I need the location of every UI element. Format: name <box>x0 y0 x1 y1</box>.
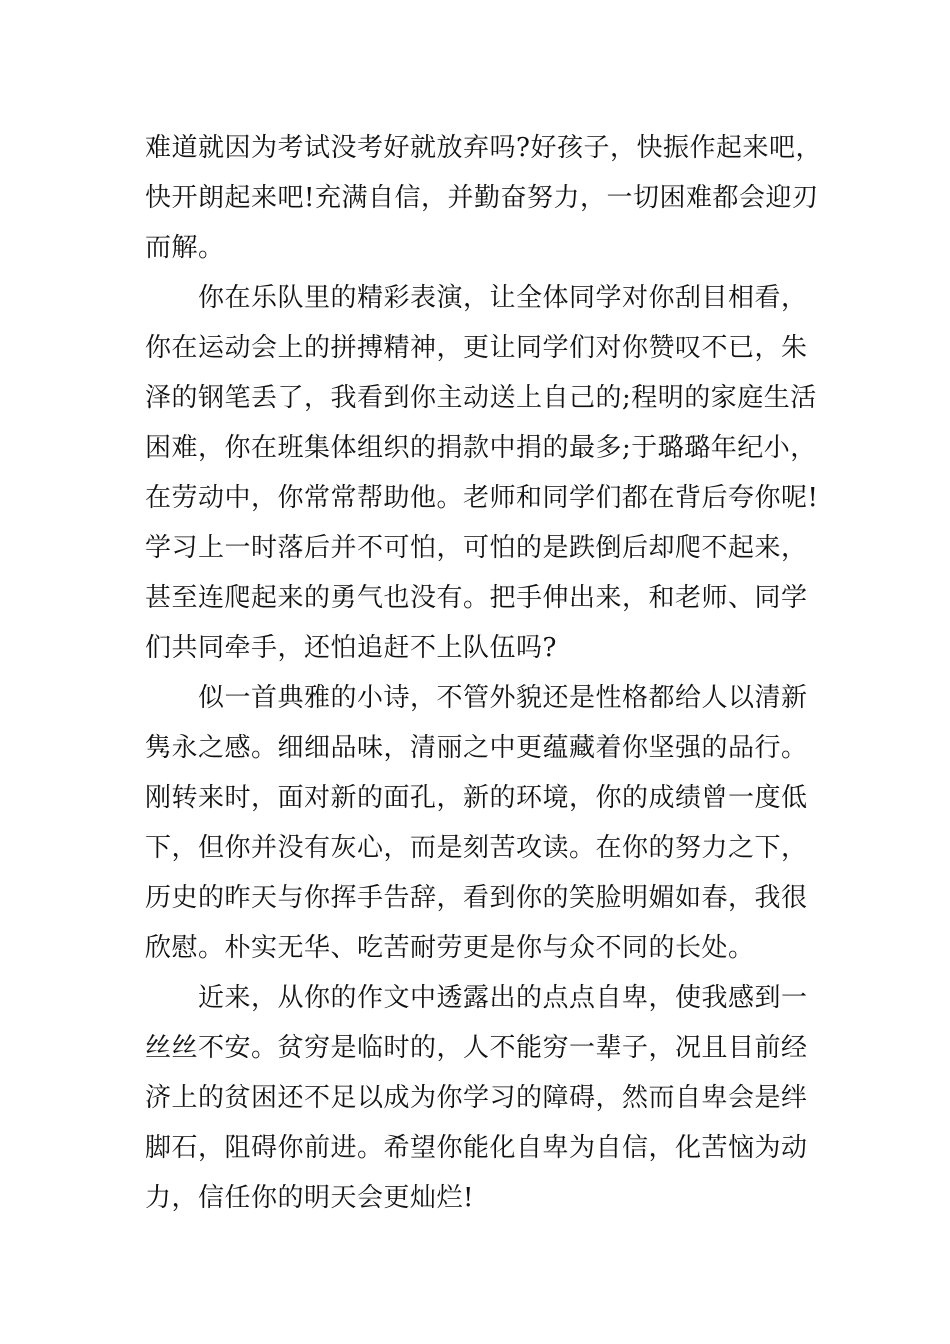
text-line: 济上的贫困还不足以成为你学习的障碍，然而自卑会是绊 <box>145 1083 808 1113</box>
text-line: 下，但你并没有灰心，而是刻苦攻读。在你的努力之下， <box>145 833 808 863</box>
text-line: 难道就因为考试没考好就放弃吗?好孩子，快振作起来吧， <box>145 133 822 163</box>
text-line: 泽的钢笔丢了，我看到你主动送上自己的;程明的家庭生活 <box>145 383 817 413</box>
text-line: 刚转来时，面对新的面孔，新的环境，你的成绩曾一度低 <box>145 783 808 813</box>
paragraph-2 <box>145 273 819 673</box>
text-line: 甚至连爬起来的勇气也没有。把手伸出来，和老师、同学 <box>145 583 808 613</box>
text-line: 困难，你在班集体组织的捐款中捐的最多;于璐璐年纪小， <box>145 433 817 463</box>
text-line: 似一首典雅的小诗，不管外貌还是性格都给人以清新 <box>198 683 808 713</box>
text-line: 学习上一时落后并不可怕，可怕的是跌倒后却爬不起来， <box>145 533 808 563</box>
text-line: 你在乐队里的精彩表演，让全体同学对你刮目相看， <box>198 283 808 313</box>
text-line: 隽永之感。细细品味，清丽之中更蕴藏着你坚强的品行。 <box>145 733 808 763</box>
text-line: 近来，从你的作文中透露出的点点自卑，使我感到一 <box>198 983 808 1013</box>
text-line: 你在运动会上的拼搏精神，更让同学们对你赞叹不已，朱 <box>145 333 808 363</box>
paragraph-3 <box>145 673 810 973</box>
document-body <box>145 123 822 1223</box>
paragraph-1 <box>145 123 822 273</box>
text-line: 在劳动中，你常常帮助他。老师和同学们都在背后夸你呢! <box>145 483 819 513</box>
text-line: 们共同牵手，还怕追赶不上队伍吗? <box>145 633 557 663</box>
text-line: 欣慰。朴实无华、吃苦耐劳更是你与众不同的长处。 <box>145 933 755 963</box>
text-line: 快开朗起来吧!充满自信，并勤奋努力，一切困难都会迎刃 <box>145 183 819 213</box>
text-line: 历史的昨天与你挥手告辞，看到你的笑脸明媚如春，我很 <box>145 883 808 913</box>
text-line: 脚石，阻碍你前进。希望你能化自卑为自信，化苦恼为动 <box>145 1133 808 1163</box>
text-line: 而解。 <box>145 233 225 263</box>
text-line: 丝丝不安。贫穷是临时的，人不能穷一辈子，况且目前经 <box>145 1033 808 1063</box>
paragraph-4 <box>145 973 810 1223</box>
text-line: 力，信任你的明天会更灿烂! <box>145 1183 474 1213</box>
